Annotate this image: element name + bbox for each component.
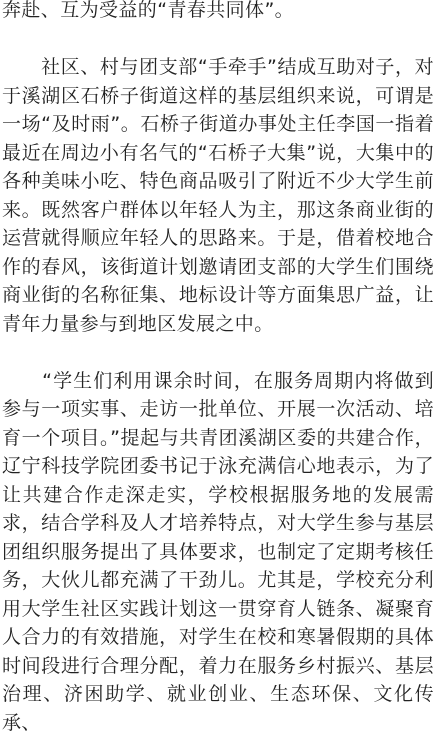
paragraph-gap [2,25,434,54]
paragraph-community-partnership: 社区、村与团支部“手牵手”结成互助对子，对于溪湖区石桥子街道这样的基层组织来说，可谓是一场“及时雨”。石桥子街道办事处主任李国一指着最近在周边小有名气的“石桥子大集”说，大集中的各种美味小吃、特色商品吸引了附近不少大学生前来。既然客户群体以年轻人为主，那这条商业街的运营就得顺应年轻人的思路来。于是，借着校地合作的春风，该街道计划邀请团支部的大学生们围绕商业街的名称征集、地标设计等方面集思广益，让青年力量参与到地区发展之中。 [2,53,434,338]
paragraph-gap [2,338,434,367]
paragraph-continued: 奔赴、互为受益的“青春共同体”。 [2,0,434,25]
paragraph-school-cooperation: “学生们利用课余时间，在服务周期内将做到参与一项实事、走访一批单位、开展一次活动、培育一个项目。”提起与共青团溪湖区委的共建合作，辽宁科技学院团委书记于泳充满信心地表示，为了让共建合作走深走实，学校根据服务地的发展需求，结合学科及人才培养特点，对大学生参与基层团组织服务提出了具体要求，也制定了定期考核任务，大伙儿都充满了干劲儿。尤其是，学校充分利用大学生社区实践计划这一贯穿育人链条、凝聚育人合力的有效措施，对学生在校和寒暑假期的具体时间段进行合理分配，着力在服务乡村振兴、基层治理、济困助学、就业创业、生态环保、文化传承、 [2,367,434,737]
